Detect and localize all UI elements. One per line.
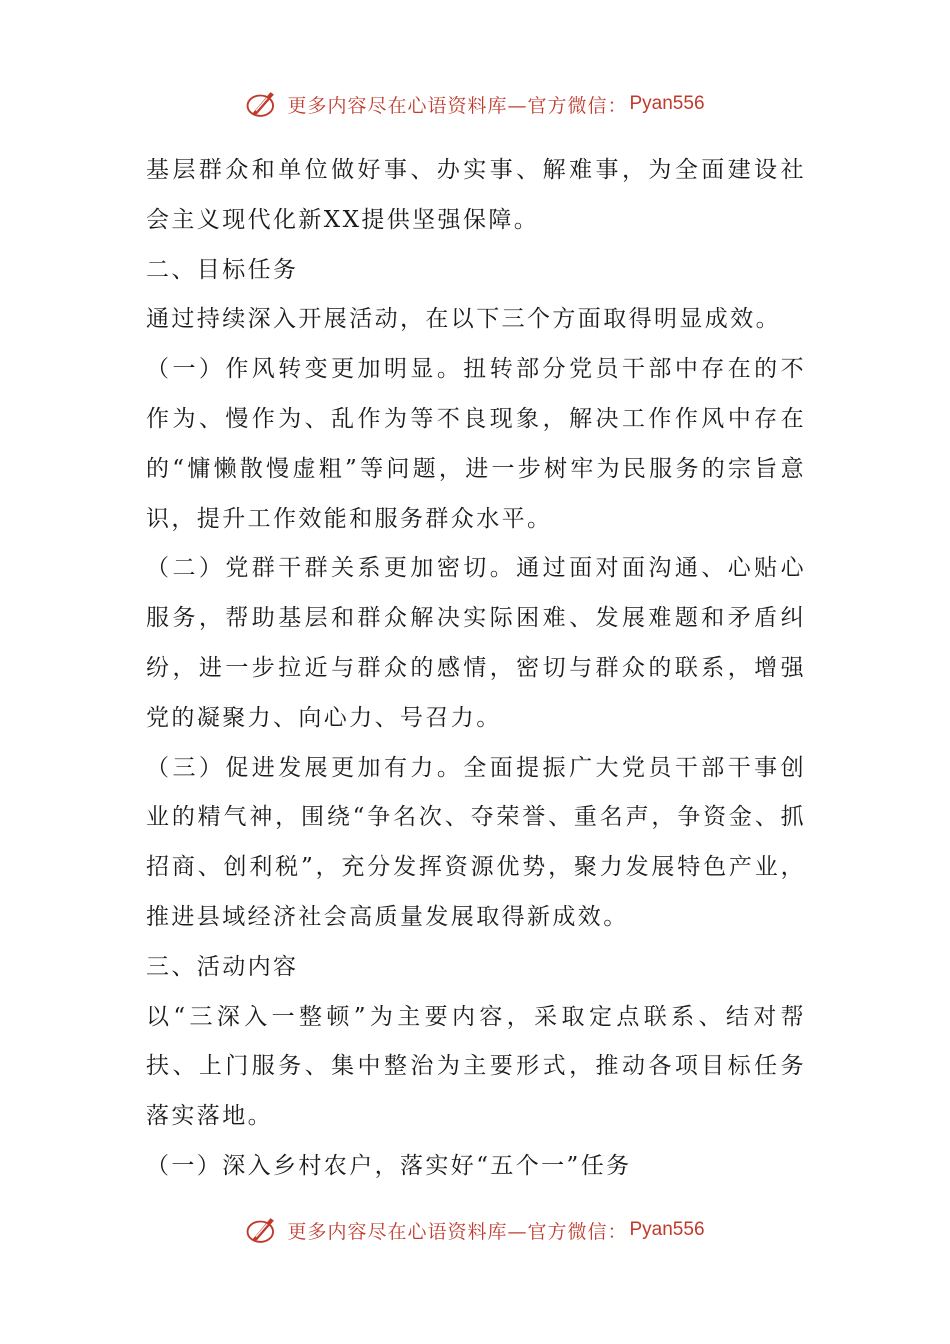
- feather-pen-logo-icon: [245, 87, 279, 121]
- paragraph-goal-3: （三）促进发展更加有力。全面提振广大党员干部干事创业的精气神，围绕“争名次、夺荣誉、重名声，争资金、抓招商、创利税”，充分发挥资源优势，聚力发展特色产业，推进县域经济社会高质量发展取得新成效。: [146, 754, 806, 930]
- paragraph-intro-continuation: 基层群众和单位做好事、办实事、解难事，为全面建设社会主义现代化新XX提供坚强保障。: [146, 157, 806, 233]
- watermark-banner-bottom: [0, 1208, 950, 1252]
- watermark-wechat-id: Pyan556: [629, 93, 705, 114]
- feather-pen-logo-icon: [245, 1213, 279, 1247]
- heading-activities: 三、活动内容: [146, 953, 299, 980]
- watermark-wechat-id: Pyan556: [629, 1219, 705, 1240]
- document-body: [146, 146, 806, 1192]
- watermark-banner-top: [0, 82, 950, 126]
- subheading-activity-1: （一）深入乡村农户，落实好“五个一”任务: [146, 1152, 632, 1179]
- paragraph-activities-summary: 以“三深入一整顿”为主要内容，采取定点联系、结对帮扶、上门服务、集中整治为主要形式，推动各项目标任务落实落地。: [146, 1003, 806, 1130]
- paragraph-goal-1: （一）作风转变更加明显。扭转部分党员干部中存在的不作为、慢作为、乱作为等不良现象，解决工作作风中存在的“慵懒散慢虚粗”等问题，进一步树牢为民服务的宗旨意识，提升工作效能和服务群众水平。: [146, 356, 806, 532]
- paragraph-goals-summary: 通过持续深入开展活动，在以下三个方面取得明显成效。: [146, 306, 781, 333]
- paragraph-goal-2: （二）党群干群关系更加密切。通过面对面沟通、心贴心服务，帮助基层和群众解决实际困难、发展难题和矛盾纠纷，进一步拉近与群众的感情，密切与群众的联系，增强党的凝聚力、向心力、号召力。: [146, 555, 806, 731]
- watermark-text: 更多内容尽在心语资料库—官方微信：: [287, 94, 628, 117]
- heading-goals: 二、目标任务: [146, 256, 299, 283]
- watermark-text: 更多内容尽在心语资料库—官方微信：: [287, 1220, 628, 1243]
